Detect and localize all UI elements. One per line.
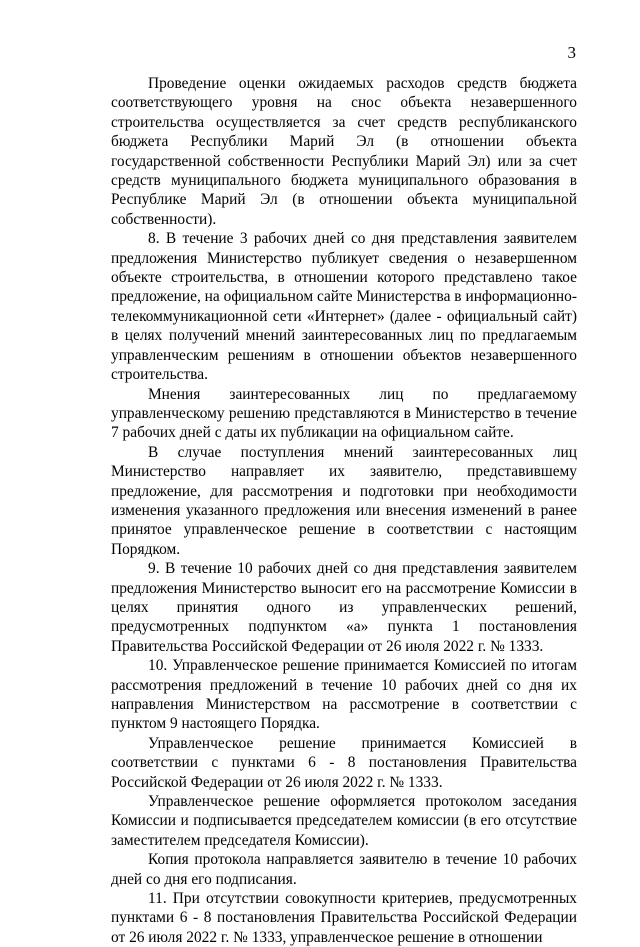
paragraph-protocol-copy: Копия протокола направляется заявителю в течение 10 рабочих дней со дня его подписания. <box>111 851 577 888</box>
paragraph-item-8: 8. В течение 3 рабочих дней со дня представления заявителем предложения Министерство публикует сведения о незавершенном объекте строительства, в отношении которого представлено такое предложение, на официальном сайте Министерства в информационно-телекоммуникационной сети «Интернет» (далее - официальный сайт) в целях получений мнений заинтересованных лиц по предлагаемым управленческим решениям в отношении объектов незавершенного строительства. <box>111 230 577 384</box>
paragraph-item-10: 10. Управленческое решение принимается Комиссией по итогам рассмотрения предложений в течение 10 рабочих дней со дня их направления Министерством на рассмотрение в соответствии с пунктом 9 настоящего Порядка. <box>111 657 577 733</box>
paragraph-decision-basis: Управленческое решение принимается Комиссией в соответствии с пунктами 6 - 8 постановления Правительства Российской Федерации от 26 июля 2022 г. № 1333. <box>111 734 577 791</box>
paragraph-cost-assessment: Проведение оценки ожидаемых расходов средств бюджета соответствующего уровня на снос объекта незавершенного строительства осуществляется за счет средств республиканского бюджета Республики Марий Эл (в отношении объекта государственной собственности Республики Марий Эл) или за счет средств муниципального бюджета муниципального образования в Республике Марий Эл (в отношении объекта муниципальной собственности). <box>111 75 577 228</box>
paragraph-item-11: 11. При отсутствии совокупности критериев, предусмотренных пунктами 6 - 8 постановления Правительства Российской Федерации от 26 июля 2022 г. № 1333, управленческое решение в отношении <box>111 890 577 946</box>
paragraph-item-9: 9. В течение 10 рабочих дней со дня представления заявителем предложения Министерство выносит его на рассмотрение Комиссии в целях принятия одного из управленческих решений, предусмотренных подпунктом «а» пункта 1 постановления Правительства Российской Федерации от 26 июля 2022 г. № 1333. <box>111 560 577 655</box>
document-body <box>111 74 577 947</box>
page-number: 3 <box>567 43 576 62</box>
paragraph-opinions-deadline: Мнения заинтересованных лиц по предлагаемому управленческому решению представляются в Министерство в течение 7 рабочих дней с даты их публикации на официальном сайте. <box>111 385 577 442</box>
paragraph-opinions-forwarding: В случае поступления мнений заинтересованных лиц Министерство направляет их заявителю, представившему предложение, для рассмотрения и подготовки при необходимости изменения указанного предложения или внесения изменений в ранее принятое управленческое решение в соответствии с настоящим Порядком. <box>111 443 577 558</box>
paragraph-decision-protocol: Управленческое решение оформляется протоколом заседания Комиссии и подписывается председателем комиссии (в его отсутствие заместителем председателя Комиссии). <box>111 793 577 849</box>
